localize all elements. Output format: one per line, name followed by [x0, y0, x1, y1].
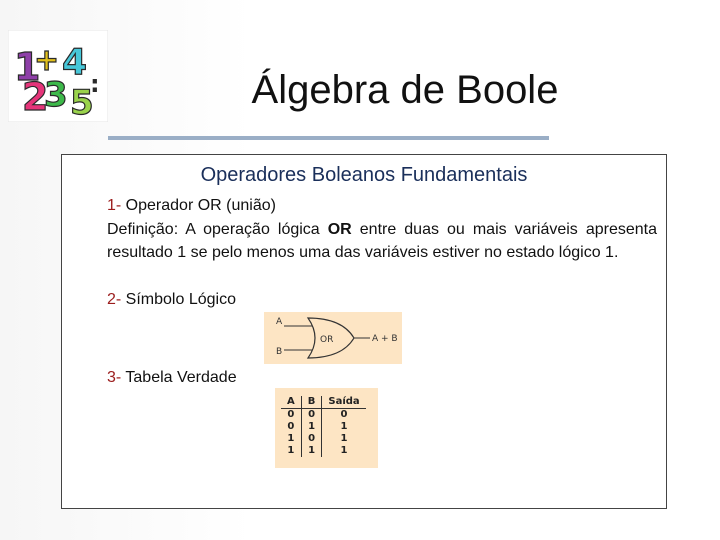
- table-row: [281, 409, 366, 422]
- title-underline: [108, 136, 549, 140]
- cell: 1: [322, 421, 366, 433]
- svg-text:4: 4: [62, 42, 88, 83]
- item-3-number: 3-: [107, 369, 122, 386]
- truth-table-header: [281, 396, 366, 409]
- gate-output: A + B: [372, 334, 398, 344]
- cell: 1: [287, 433, 295, 444]
- svg-text:3: 3: [44, 75, 68, 115]
- item-1: [107, 195, 276, 217]
- table-row: [281, 433, 366, 445]
- content-box: [61, 154, 667, 509]
- gate-input-a: A: [276, 317, 283, 327]
- table-row: [281, 445, 366, 457]
- item-2-number: 2-: [107, 291, 122, 308]
- svg-text:2: 2: [22, 75, 49, 119]
- svg-text:+: +: [34, 43, 60, 78]
- item-1-number: 1-: [107, 197, 122, 214]
- cell: 1: [301, 445, 322, 457]
- item-2: [107, 289, 236, 311]
- gate-label: OR: [320, 335, 334, 345]
- gate-input-b: B: [276, 347, 283, 357]
- definition-bold: OR: [327, 221, 352, 238]
- item-3: [107, 367, 237, 389]
- definition-pre: Definição: A operação lógica: [107, 221, 328, 238]
- cell: 0: [301, 409, 322, 422]
- svg-text::: :: [90, 70, 100, 98]
- cell: 0: [287, 409, 295, 420]
- numbers-logo-icon: [8, 30, 108, 122]
- cell: 1: [322, 433, 366, 445]
- cell: 0: [322, 409, 366, 422]
- definition-paragraph: [107, 219, 657, 264]
- table-row: [281, 421, 366, 433]
- definition-post: entre duas ou mais variáveis apresenta resultado 1 se pelo menos uma das variáveis estiver no estado lógico 1.: [107, 221, 657, 261]
- truth-table: [281, 396, 366, 457]
- truth-table-figure: [275, 388, 378, 468]
- cell: 0: [301, 433, 322, 445]
- header-saida: Saída: [322, 396, 366, 409]
- header-a: A: [281, 396, 301, 409]
- cell: 0: [287, 421, 295, 432]
- cell: 1: [301, 421, 322, 433]
- cell: 1: [322, 445, 366, 457]
- item-3-text: Tabela Verdade: [121, 369, 237, 386]
- svg-text:5: 5: [70, 83, 94, 122]
- header-b: B: [301, 396, 322, 409]
- item-2-text: Símbolo Lógico: [121, 291, 236, 308]
- subtitle: Operadores Boleanos Fundamentais: [200, 164, 528, 186]
- svg-text:1: 1: [14, 45, 41, 89]
- slide-title: Álgebra de Boole: [251, 68, 559, 112]
- or-gate-icon: [264, 312, 402, 364]
- or-gate-figure: [264, 312, 402, 364]
- item-1-text: Operador OR (união): [121, 197, 276, 214]
- cell: 1: [287, 445, 295, 456]
